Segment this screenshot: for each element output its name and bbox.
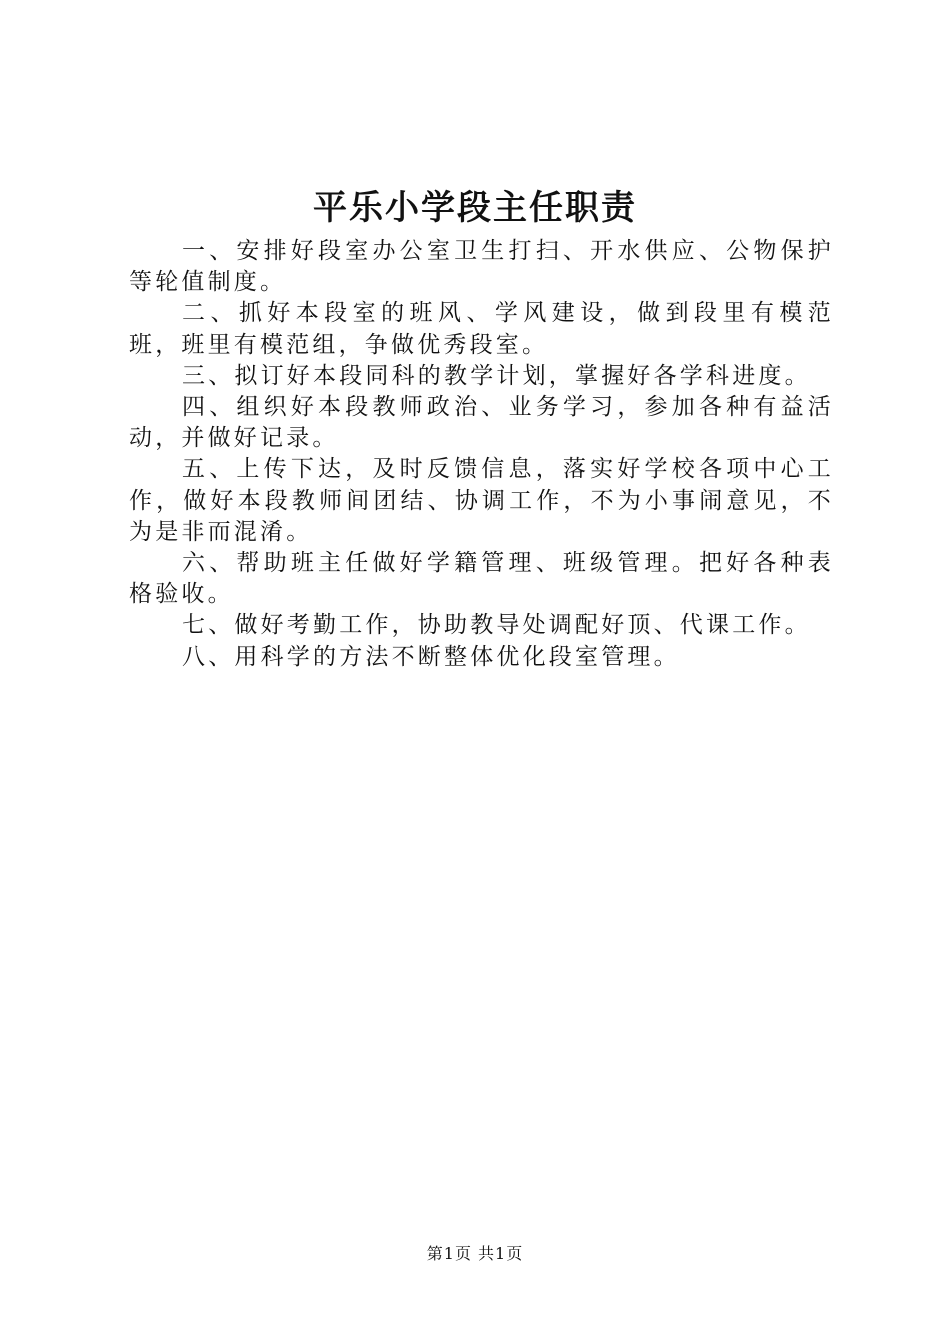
duty-item-1: 一、安排好段室办公室卫生打扫、开水供应、公物保护等轮值制度。 [129, 238, 834, 296]
duty-item-3: 三、拟订好本段同科的教学计划，掌握好各学科进度。 [182, 362, 811, 389]
duty-item-5: 五、上传下达，及时反馈信息，落实好学校各项中心工作，做好本段教师间团结、协调工作，不为小事闹意见，不为是非而混淆。 [129, 456, 834, 545]
duty-item-4: 四、组织好本段教师政治、业务学习，参加各种有益活动，并做好记录。 [129, 394, 834, 452]
duty-item-8: 八、用科学的方法不断整体优化段室管理。 [182, 643, 680, 670]
duty-item-7: 七、做好考勤工作，协助教导处调配好顶、代课工作。 [182, 612, 811, 639]
duty-item-2: 二、抓好本段室的班风、学风建设，做到段里有模范班，班里有模范组，争做优秀段室。 [129, 300, 834, 358]
document-body [129, 236, 834, 673]
duty-item-6: 六、帮助班主任做好学籍管理、班级管理。把好各种表格验收。 [129, 550, 834, 608]
document-title: 平乐小学段主任职责 [313, 188, 637, 228]
page-number-footer: 第1页 共1页 [426, 1244, 524, 1263]
